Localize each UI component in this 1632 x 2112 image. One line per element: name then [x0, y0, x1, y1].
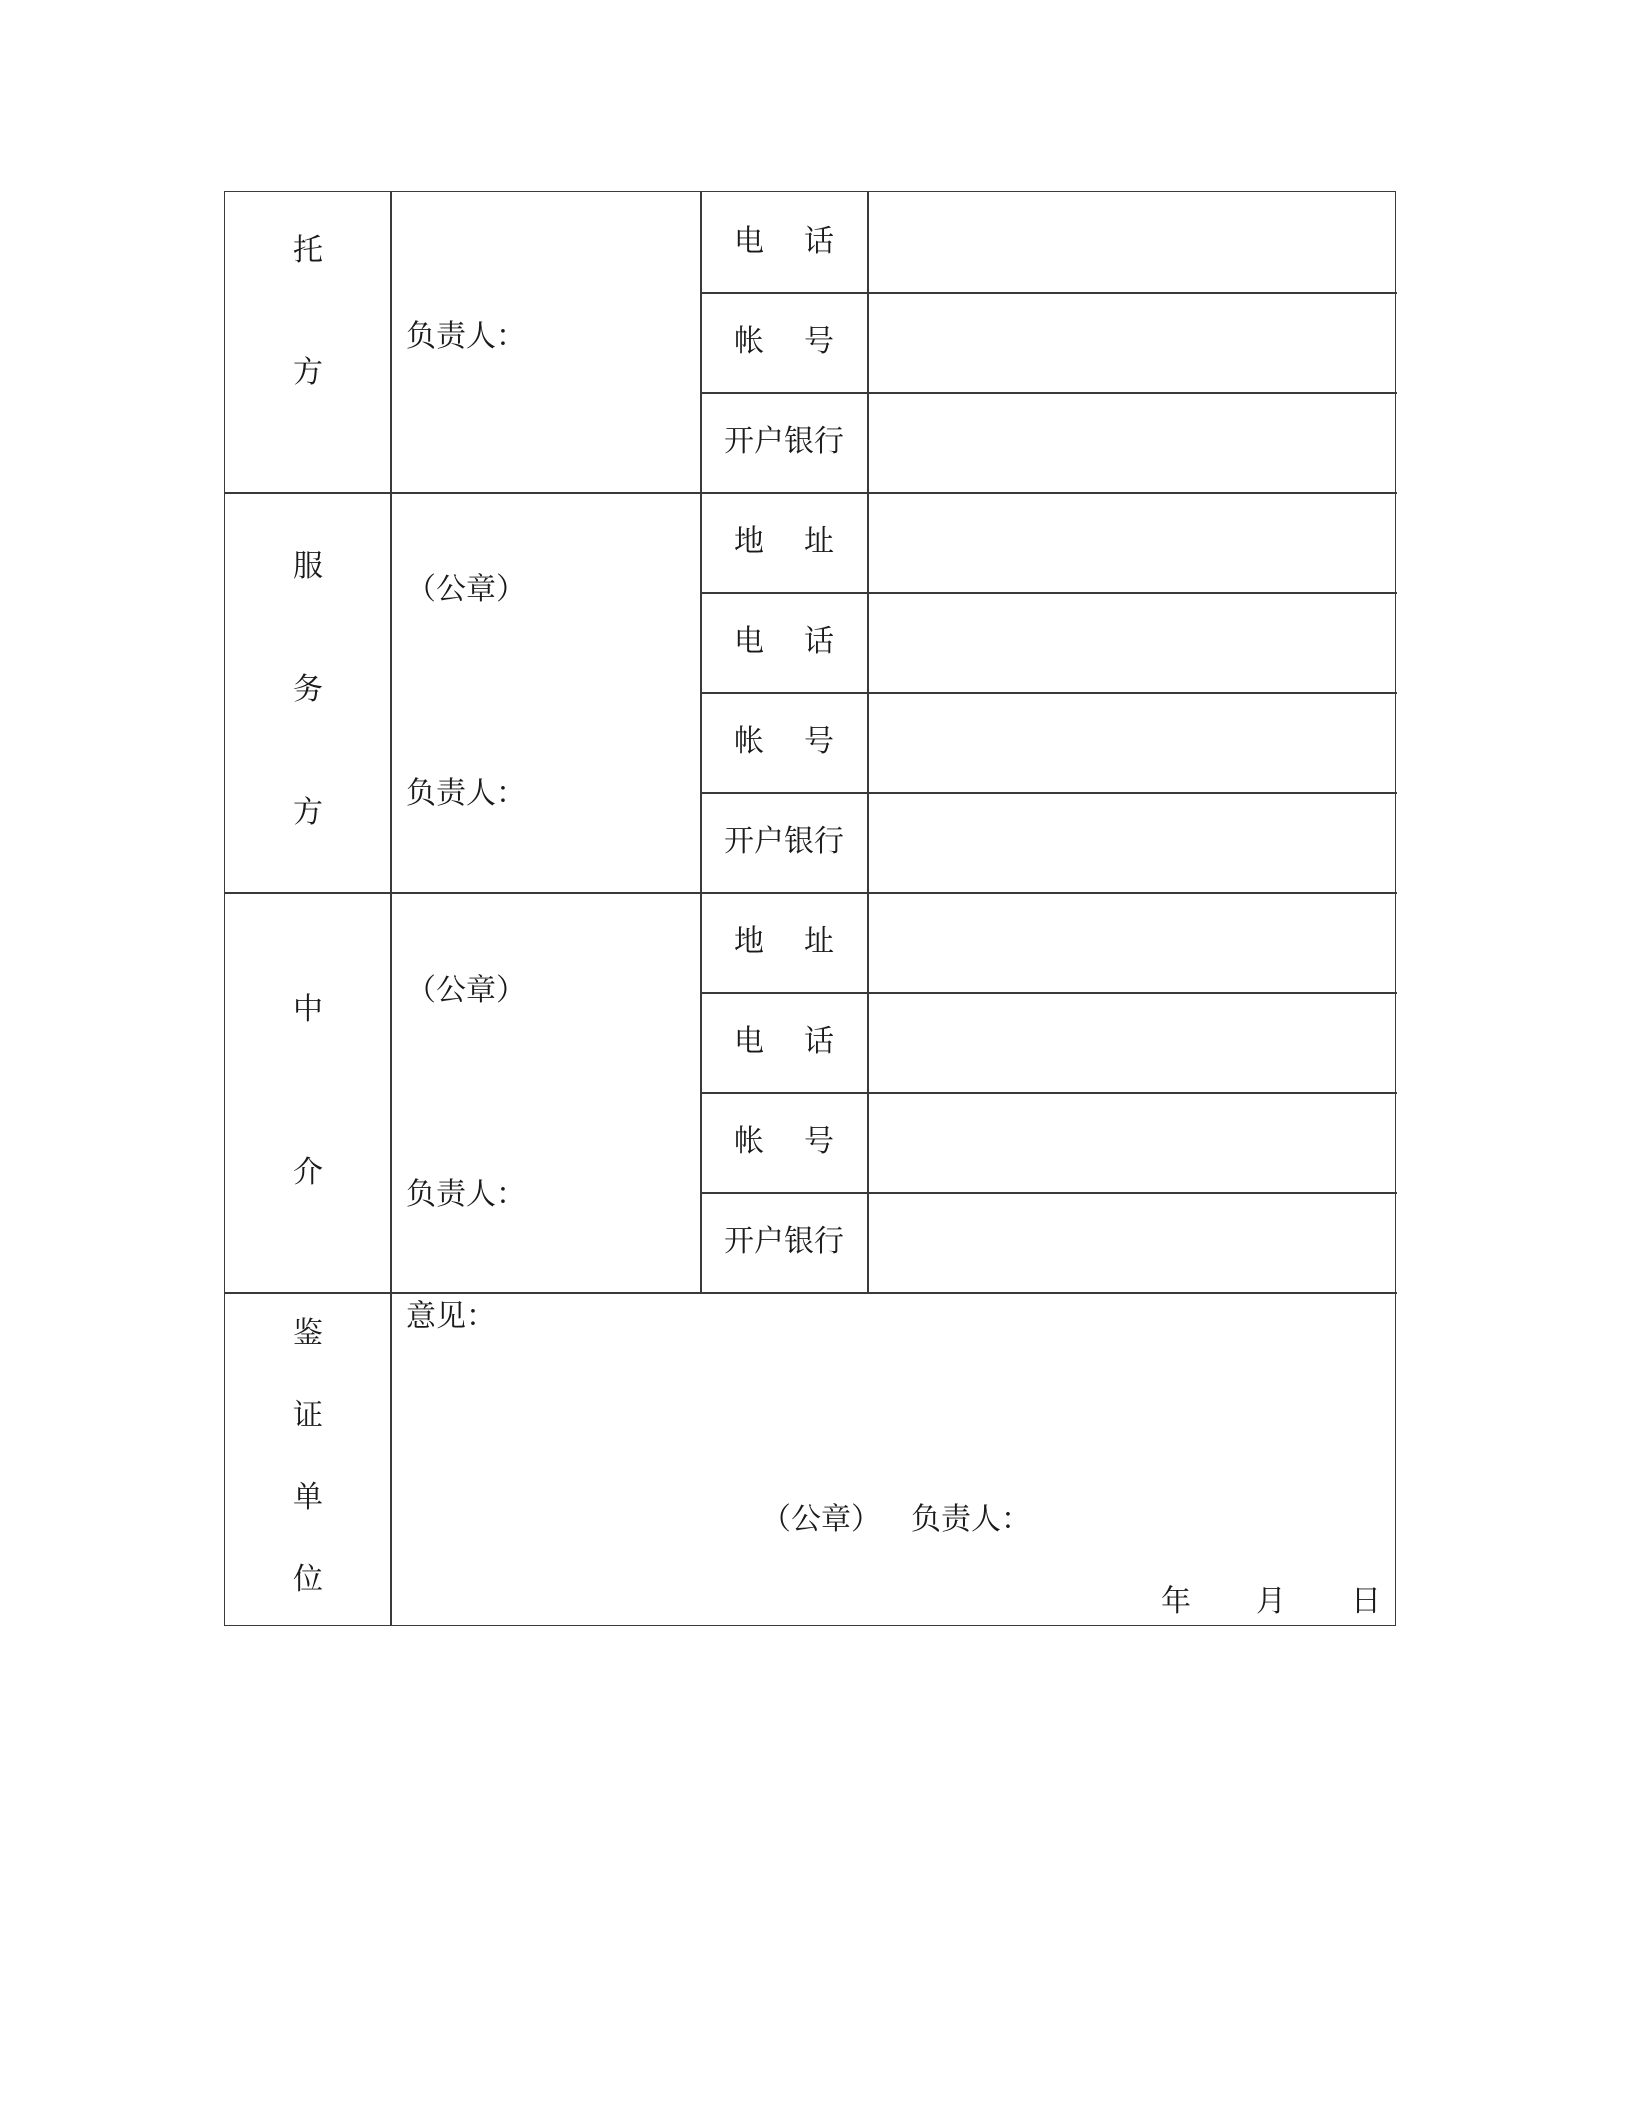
client-title-char: 托	[293, 233, 323, 268]
service-title-char: 务	[293, 672, 323, 707]
verification-title-char: 单	[293, 1480, 323, 1515]
intermediary-bank-label: 开户银行	[724, 1224, 844, 1259]
intermediary-address-field[interactable]	[868, 892, 1395, 992]
service-phone-label: 电 话	[734, 624, 834, 659]
verification-opinion-field[interactable]	[395, 1342, 1385, 1472]
service-title-char: 方	[293, 795, 323, 830]
intermediary-address-label: 地 址	[734, 924, 834, 959]
intermediary-title-char: 介	[293, 1155, 323, 1190]
verification-responsible-label: 负责人：	[911, 1502, 1031, 1537]
verification-opinion-label: 意见：	[406, 1299, 496, 1334]
intermediary-account-field[interactable]	[868, 1092, 1395, 1192]
client-phone-field[interactable]	[868, 192, 1395, 292]
client-responsible-label: 负责人：	[406, 319, 526, 354]
client-bank-label: 开户银行	[724, 424, 844, 459]
service-account-field[interactable]	[868, 692, 1395, 792]
contract-signature-table	[224, 191, 1396, 1626]
service-address-label: 地 址	[734, 524, 834, 559]
intermediary-responsible-label: 负责人：	[406, 1177, 526, 1212]
verification-title-char: 证	[293, 1398, 323, 1433]
column-divider	[390, 192, 392, 1625]
service-title-char: 服	[293, 549, 323, 584]
service-address-field[interactable]	[868, 492, 1395, 592]
service-responsible-label: 负责人：	[406, 776, 526, 811]
date-month-label: 月	[1256, 1584, 1286, 1619]
client-account-field[interactable]	[868, 292, 1395, 392]
verification-seal-label: （公章）	[761, 1502, 881, 1537]
client-account-label: 帐 号	[734, 324, 834, 359]
client-phone-label: 电 话	[734, 224, 834, 259]
date-year-label: 年	[1161, 1584, 1191, 1619]
client-bank-field[interactable]	[868, 392, 1395, 492]
service-account-label: 帐 号	[734, 724, 834, 759]
verification-title-char: 鉴	[293, 1316, 323, 1351]
service-seal-label: （公章）	[406, 572, 526, 607]
intermediary-account-label: 帐 号	[734, 1124, 834, 1159]
intermediary-bank-field[interactable]	[868, 1192, 1395, 1292]
intermediary-phone-label: 电 话	[734, 1024, 834, 1059]
date-day-label: 日	[1351, 1584, 1381, 1619]
intermediary-title-char: 中	[293, 992, 323, 1027]
intermediary-phone-field[interactable]	[868, 992, 1395, 1092]
service-phone-field[interactable]	[868, 592, 1395, 692]
intermediary-seal-label: （公章）	[406, 973, 526, 1008]
client-title-char: 方	[293, 355, 323, 390]
service-bank-field[interactable]	[868, 792, 1395, 892]
verification-title-char: 位	[293, 1562, 323, 1597]
service-bank-label: 开户银行	[724, 824, 844, 859]
row-divider	[225, 1292, 1397, 1294]
